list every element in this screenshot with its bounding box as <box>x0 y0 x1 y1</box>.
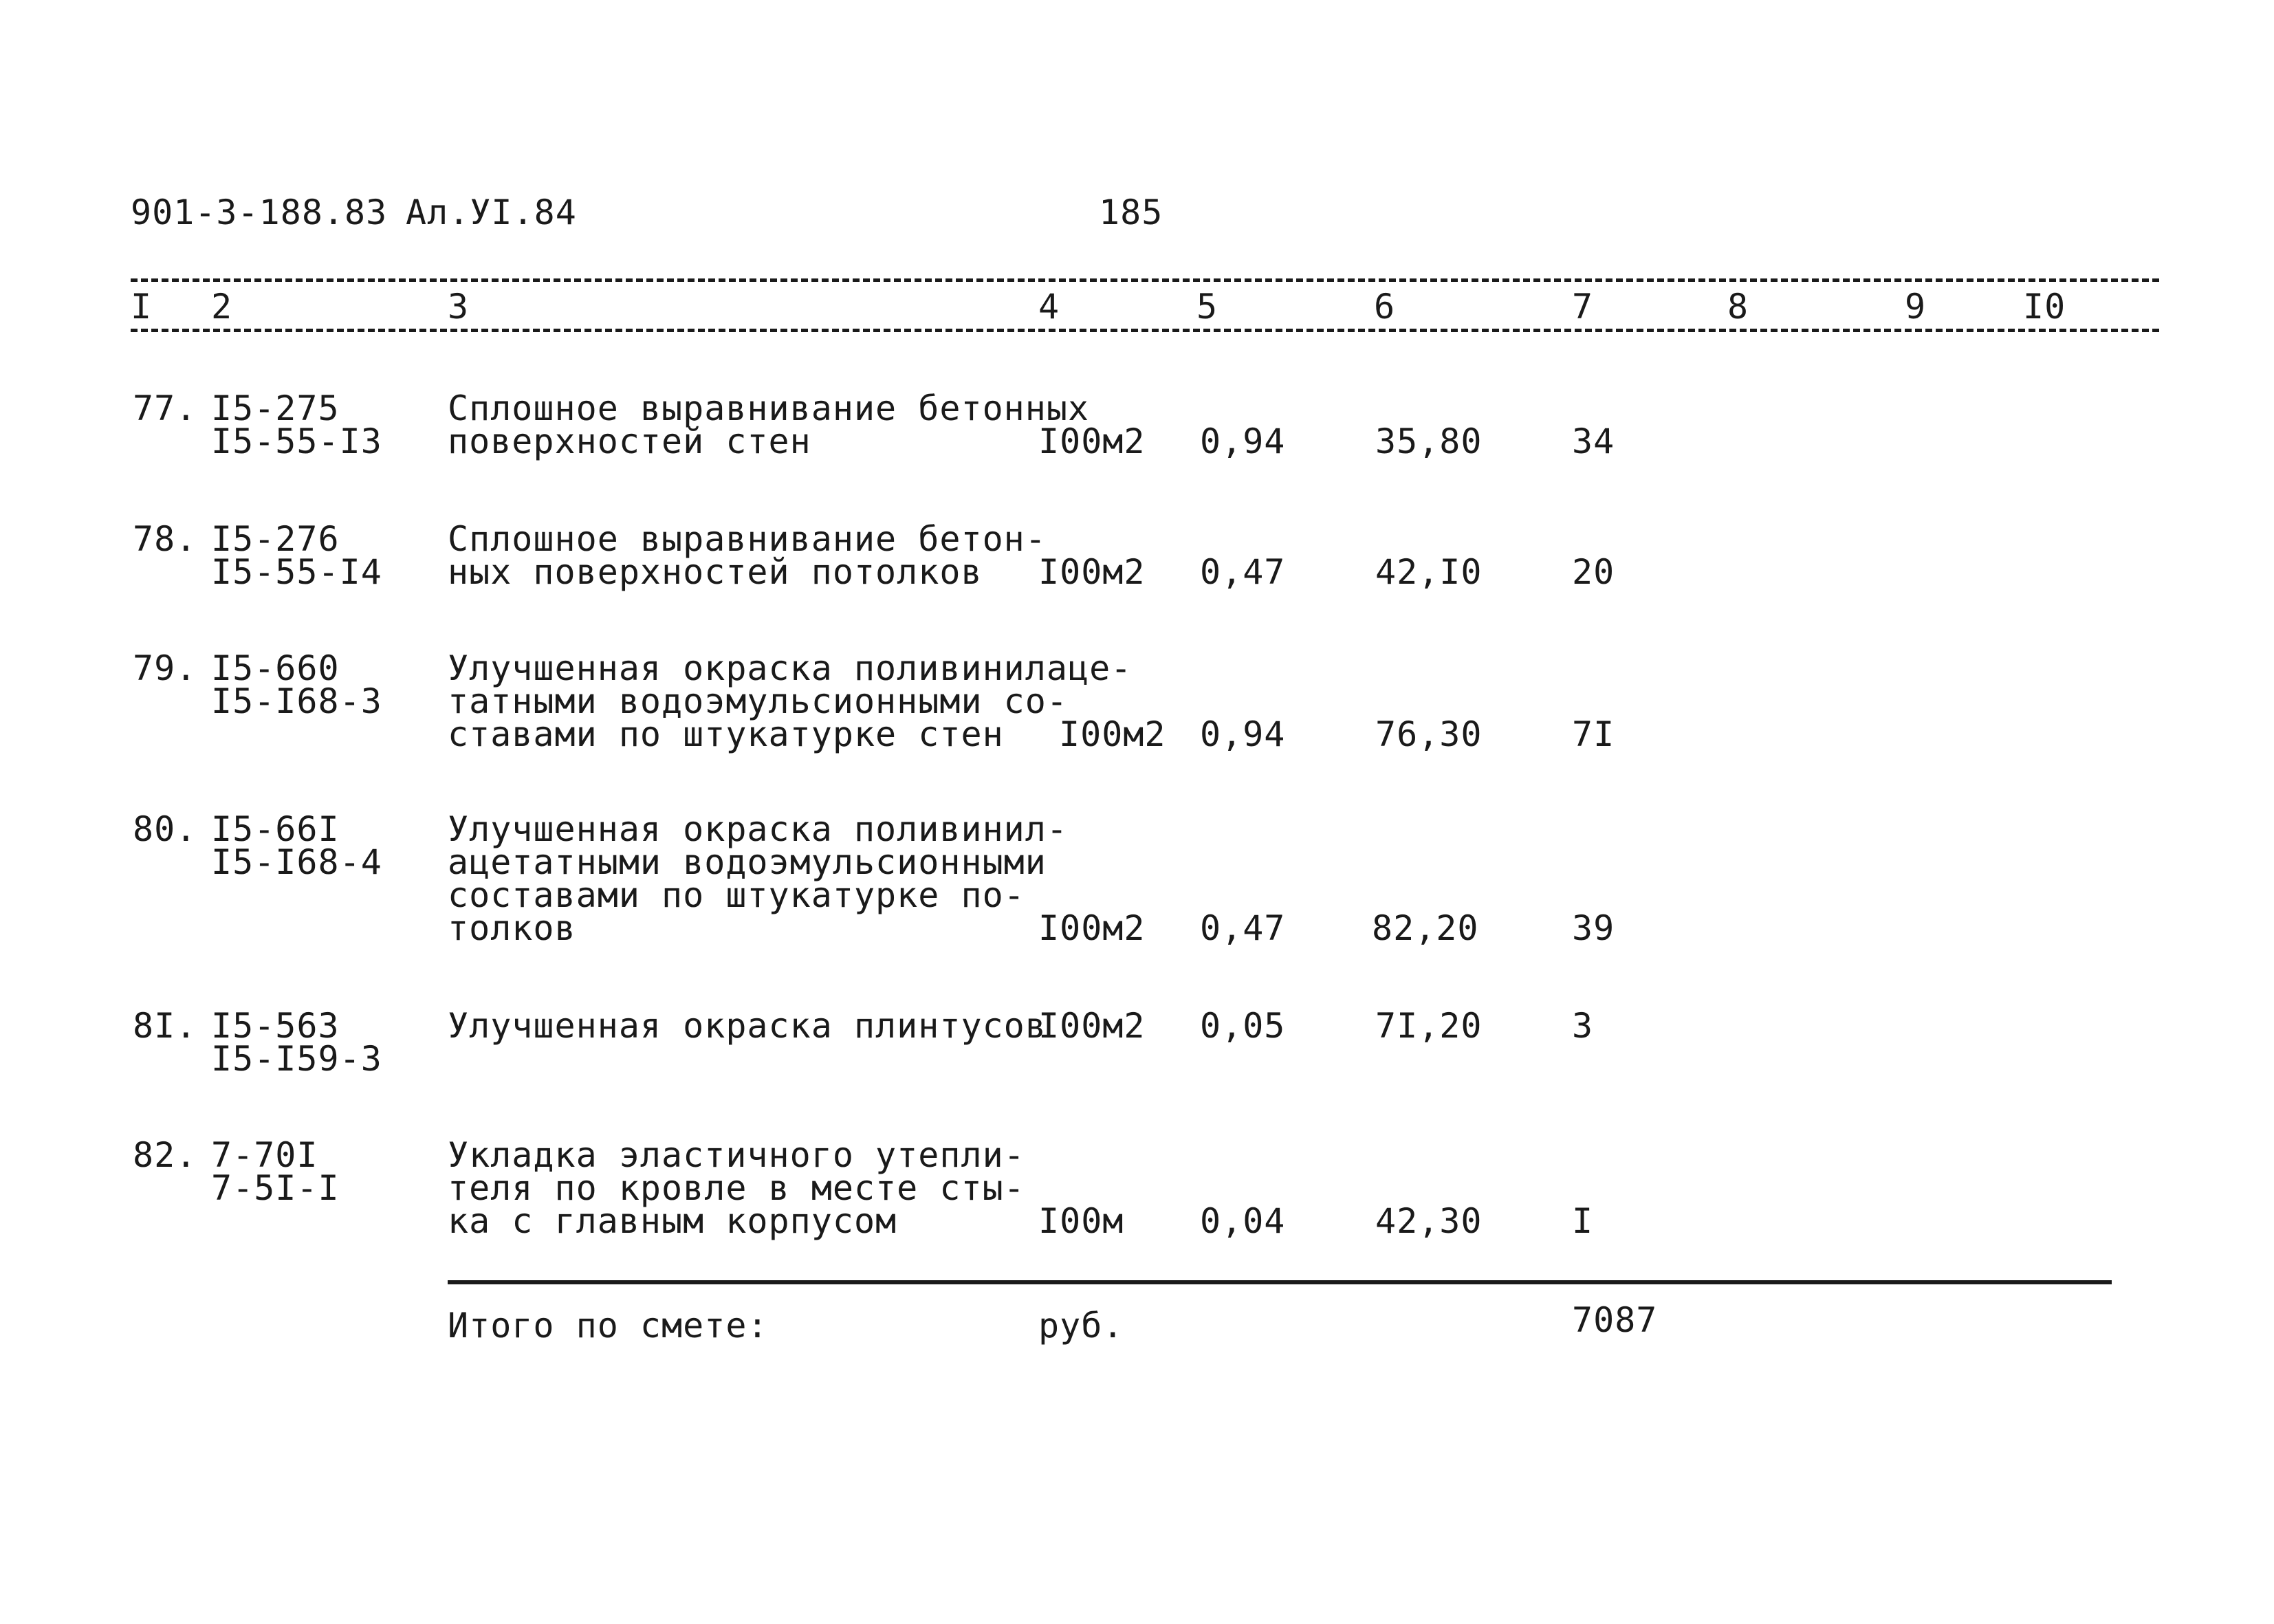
rate-code: I5-275 <box>211 388 340 428</box>
summary-unit: руб. <box>1038 1306 1124 1346</box>
unit-price: 82,20 <box>1372 908 1479 948</box>
norm-code: I5-55-I3 <box>211 421 382 461</box>
row-number: 79. <box>133 648 197 688</box>
work-description-line: ставами по штукатурке стен <box>448 714 1004 754</box>
row-number: 82. <box>133 1135 197 1175</box>
quantity: 0,04 <box>1200 1201 1286 1241</box>
total-cost: 3 <box>1572 1006 1594 1046</box>
total-cost: 39 <box>1572 908 1615 948</box>
work-description-line: татными водоэмульсионными со- <box>448 681 1068 721</box>
work-description-line: Сплошное выравнивание бетонных <box>448 388 1090 428</box>
column-number-3: 3 <box>448 287 470 327</box>
work-description-line: составами по штукатурке по- <box>448 875 1025 915</box>
column-number-9: 9 <box>1905 287 1927 327</box>
column-number-1: I <box>131 287 153 327</box>
unit: I00м2 <box>1038 908 1146 948</box>
rate-code: I5-660 <box>211 648 340 688</box>
page-number: 185 <box>1099 193 1163 232</box>
quantity: 0,94 <box>1200 421 1286 461</box>
norm-code: 7-5I-I <box>211 1168 340 1208</box>
summary-label: Итого по смете: <box>448 1306 769 1346</box>
work-description-line: Улучшенная окраска поливинил- <box>448 809 1068 849</box>
work-description-line: Улучшенная окраска плинтусов <box>448 1006 1047 1046</box>
column-number-10: I0 <box>2023 287 2066 327</box>
work-description-line: Укладка эластичного утепли- <box>448 1135 1025 1175</box>
doc-code: 901-3-188.83 <box>131 193 388 232</box>
header-top-dashed-rule <box>131 278 2159 282</box>
unit-price: 7I,20 <box>1375 1006 1483 1046</box>
work-description-line: толков <box>448 908 576 948</box>
column-number-8: 8 <box>1727 287 1749 327</box>
column-number-7: 7 <box>1572 287 1594 327</box>
unit-price: 42,30 <box>1375 1201 1483 1241</box>
norm-code: I5-I68-4 <box>211 842 382 882</box>
rate-code: I5-66I <box>211 809 340 849</box>
unit: I00м2 <box>1038 552 1146 592</box>
work-description-line: Улучшенная окраска поливинилаце- <box>448 648 1133 688</box>
row-number: 78. <box>133 519 197 559</box>
album-number: Ал.УI.84 <box>406 193 577 232</box>
row-number: 77. <box>133 388 197 428</box>
rate-code: I5-276 <box>211 519 340 559</box>
quantity: 0,47 <box>1200 552 1286 592</box>
unit: I00м2 <box>1059 714 1166 754</box>
column-number-6: 6 <box>1374 287 1396 327</box>
norm-code: I5-I68-3 <box>211 681 382 721</box>
work-description-line: ка с главным корпусом <box>448 1201 897 1241</box>
rate-code: I5-563 <box>211 1006 340 1046</box>
column-number-4: 4 <box>1038 287 1060 327</box>
work-description-line: теля по кровле в месте сты- <box>448 1168 1025 1208</box>
summary-rule <box>448 1280 2112 1284</box>
unit-price: 42,I0 <box>1375 552 1483 592</box>
quantity: 0,94 <box>1200 714 1286 754</box>
unit-price: 35,80 <box>1375 421 1483 461</box>
norm-code: I5-I59-3 <box>211 1039 382 1079</box>
summary-total: 7087 <box>1572 1300 1658 1340</box>
total-cost: I <box>1572 1201 1594 1241</box>
unit-price: 76,30 <box>1375 714 1483 754</box>
quantity: 0,05 <box>1200 1006 1286 1046</box>
rate-code: 7-70I <box>211 1135 318 1175</box>
header-bottom-dashed-rule <box>131 329 2159 332</box>
norm-code: I5-55-I4 <box>211 552 382 592</box>
unit: I00м2 <box>1038 1006 1146 1046</box>
total-cost: 7I <box>1572 714 1615 754</box>
work-description-line: поверхностей стен <box>448 421 811 461</box>
work-description-line: Сплошное выравнивание бетон- <box>448 519 1047 559</box>
row-number: 80. <box>133 809 197 849</box>
column-number-5: 5 <box>1196 287 1218 327</box>
total-cost: 20 <box>1572 552 1615 592</box>
work-description-line: ных поверхностей потолков <box>448 552 983 592</box>
row-number: 8I. <box>133 1006 197 1046</box>
total-cost: 34 <box>1572 421 1615 461</box>
quantity: 0,47 <box>1200 908 1286 948</box>
column-number-2: 2 <box>211 287 233 327</box>
unit: I00м <box>1038 1201 1124 1241</box>
work-description-line: ацетатными водоэмульсионными <box>448 842 1047 882</box>
unit: I00м2 <box>1038 421 1146 461</box>
